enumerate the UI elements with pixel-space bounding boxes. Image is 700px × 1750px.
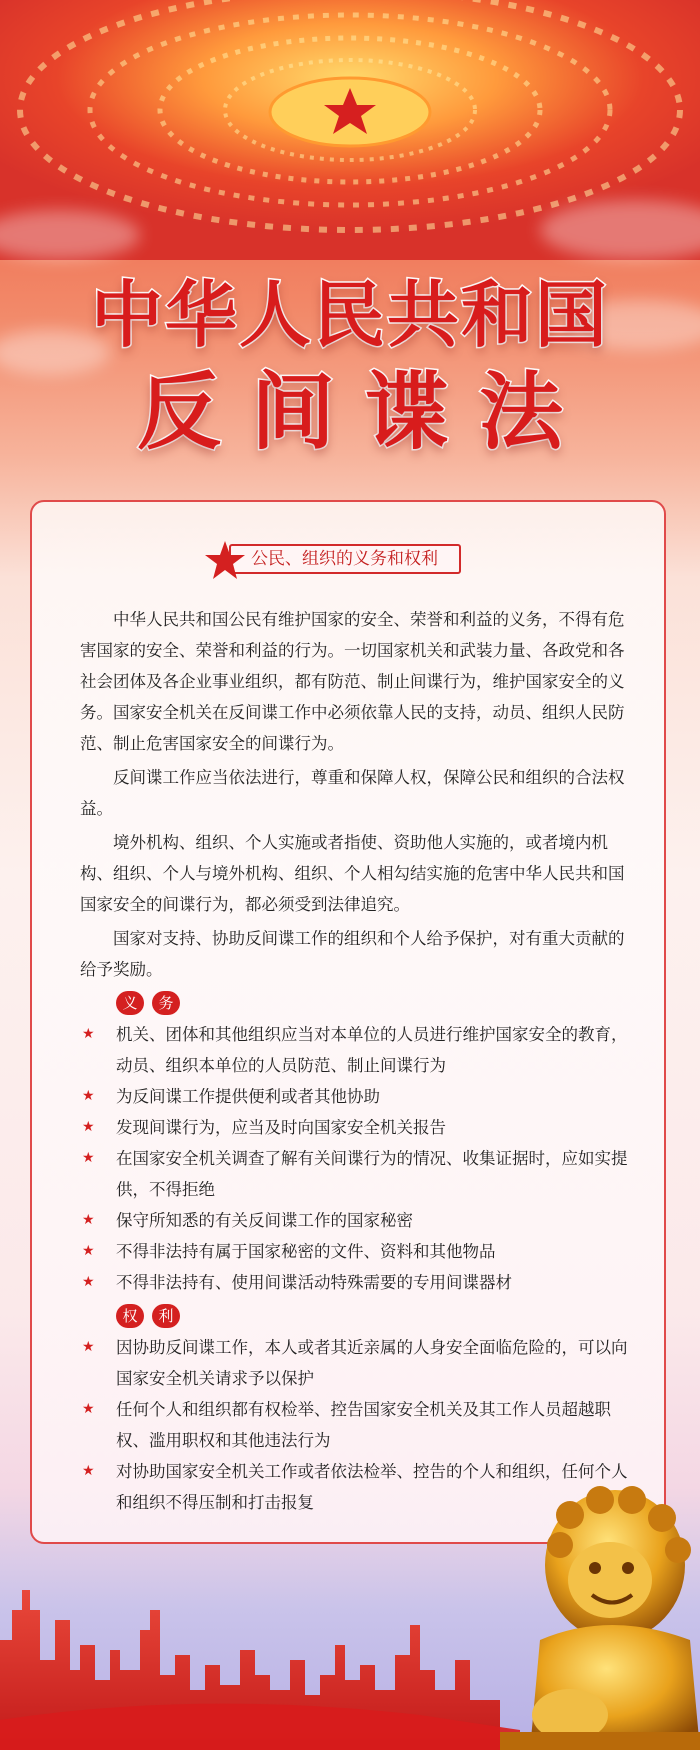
section-title: 公民、组织的义务和权利 bbox=[229, 544, 461, 574]
duty-text: 保守所知悉的有关反间谍工作的国家秘密 bbox=[116, 1211, 413, 1230]
star-bullet-icon: ★ bbox=[82, 1150, 95, 1166]
right-text: 因协助反间谍工作，本人或者其近亲属的人身安全面临危险的，可以向国家安全机关请求予以保护 bbox=[116, 1338, 628, 1388]
star-bullet-icon: ★ bbox=[82, 1088, 95, 1104]
content-panel bbox=[30, 500, 666, 1544]
star-bullet-icon: ★ bbox=[82, 1401, 95, 1417]
list-item bbox=[80, 1081, 640, 1112]
duty-text: 在国家安全机关调查了解有关间谍行为的情况、收集证据时，应如实提供，不得拒绝 bbox=[116, 1149, 628, 1199]
duty-text: 不得非法持有属于国家秘密的文件、资料和其他物品 bbox=[116, 1242, 496, 1261]
star-bullet-icon: ★ bbox=[82, 1339, 95, 1355]
rights-label bbox=[80, 1304, 640, 1328]
title-country: 中华人民共和国 bbox=[90, 273, 609, 357]
paragraph: 反间谍工作应当依法进行，尊重和保障人权，保障公民和组织的合法权益。 bbox=[80, 768, 625, 818]
golden-lion-statue bbox=[500, 1470, 700, 1750]
title-law: 反间谍法 bbox=[136, 363, 593, 461]
duty-text: 不得非法持有、使用间谍活动特殊需要的专用间谍器材 bbox=[116, 1273, 512, 1292]
star-bullet-icon: ★ bbox=[82, 1274, 95, 1290]
star-bullet-icon: ★ bbox=[82, 1463, 95, 1479]
poster-title bbox=[0, 270, 700, 462]
list-item bbox=[80, 1267, 640, 1298]
star-icon bbox=[203, 539, 247, 581]
list-item bbox=[80, 1019, 640, 1081]
duty-text: 发现间谍行为，应当及时向国家安全机关报告 bbox=[116, 1118, 446, 1137]
rights-label-char: 利 bbox=[152, 1304, 180, 1328]
list-item bbox=[80, 1332, 640, 1394]
right-text: 任何个人和组织都有权检举、控告国家安全机关及其工作人员超越职权、滥用职权和其他违法行为 bbox=[116, 1400, 611, 1450]
duties-label-char: 务 bbox=[152, 991, 180, 1015]
star-bullet-icon: ★ bbox=[82, 1243, 95, 1259]
star-bullet-icon: ★ bbox=[82, 1026, 95, 1042]
paragraph: 国家对支持、协助反间谍工作的组织和个人给予保护，对有重大贡献的给予奖励。 bbox=[80, 929, 625, 979]
law-text bbox=[80, 604, 640, 1518]
star-bullet-icon: ★ bbox=[82, 1212, 95, 1228]
rights-label-char: 权 bbox=[116, 1304, 144, 1328]
duties-list bbox=[80, 1019, 640, 1298]
duty-text: 机关、团体和其他组织应当对本单位的人员进行维护国家安全的教育，动员、组织本单位的人员防范、制止间谍行为 bbox=[116, 1025, 628, 1075]
star-bullet-icon: ★ bbox=[82, 1119, 95, 1135]
duties-label-char: 义 bbox=[116, 991, 144, 1015]
list-item bbox=[80, 1205, 640, 1236]
list-item bbox=[80, 1394, 640, 1456]
paragraph: 境外机构、组织、个人实施或者指使、资助他人实施的，或者境内机构、组织、个人与境外机构、组织、个人相勾结实施的危害中华人民共和国国家安全的间谍行为，都必须受到法律追究。 bbox=[80, 833, 625, 914]
paragraph: 中华人民共和国公民有维护国家的安全、荣誉和利益的义务，不得有危害国家的安全、荣誉和利益的行为。一切国家机关和武装力量、各政党和各社会团体及各企业事业组织，都有防范、制止间谍行为，维护国家安全的义务。国家安全机关在反间谍工作中必须依靠人民的支持，动员、组织人民防范、制止危害国家安全的间谍行为。 bbox=[80, 610, 625, 753]
right-text: 对协助国家安全机关工作或者依法检举、控告的个人和组织，任何个人和组织不得压制和打击报复 bbox=[116, 1462, 628, 1512]
duties-label bbox=[80, 991, 640, 1015]
duty-text: 为反间谍工作提供便利或者其他协助 bbox=[116, 1087, 380, 1106]
list-item bbox=[80, 1236, 640, 1267]
list-item bbox=[80, 1112, 640, 1143]
list-item bbox=[80, 1143, 640, 1205]
section-header bbox=[203, 539, 503, 579]
